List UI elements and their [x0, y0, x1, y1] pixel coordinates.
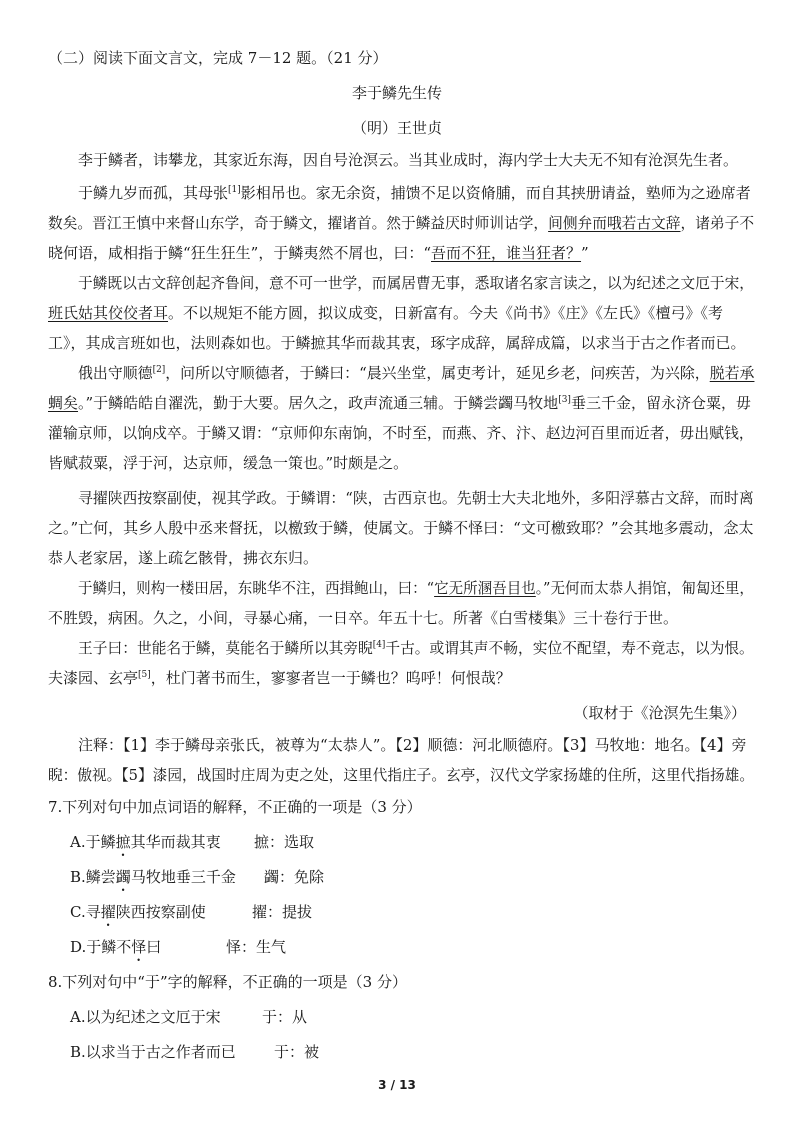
underlined-sentence-1: 间侧弁而哦若古文辞	[548, 214, 681, 232]
q7-option-a-gloss: 摭：选取	[254, 833, 315, 851]
underlined-sentence-3: 班氏姑其佼佼者耳	[48, 304, 169, 322]
paragraph-2-line-2: 数矣。晋江王慎中来督山东学，奇于鳞文，擢诸首。然于鳞益厌时师训诂学，间侧弁而哦若古文辞，诸弟子不	[48, 214, 755, 232]
notes-line-1: 注释：【1】李于鳞母亲张氏，被尊为“太恭人”。【2】顺德：河北顺德府。【3】马牧地：地名。【4】旁	[78, 736, 747, 754]
paragraph-5-line-3: 恭人老家居，遂上疏乞骸骨，拂衣东归。	[48, 549, 319, 567]
source-citation: （取材于《沧溟先生集》）	[573, 704, 746, 722]
paragraph-3-line-3: 工》，其成言班如也，法则森如也。于鳞摭其华而裁其衷，琢字成辞，属辞成篇，以求当于古之作者而已。	[48, 334, 746, 352]
paragraph-7-line-1: 王子曰：世能名于鳞，莫能名于鳞所以其旁睨[4]千古。或谓其声不畅，实位不配望，寿不竟志，以为恨。	[78, 639, 754, 657]
q7-option-c-gloss: 擢：提拔	[252, 903, 313, 921]
q8-option-a: A.以为纪述之文厄于宋	[70, 1008, 221, 1026]
paragraph-6-line-1: 于鳞归，则构一楼田居，东眺华不注，西揖鲍山，曰：“它无所溷吾目也。”无何而太恭人捐馆，匍匐还里，	[78, 579, 754, 597]
q7-option-d-gloss: 怿：生气	[226, 938, 287, 956]
page-number: 3 / 13	[378, 1078, 416, 1092]
footnote-ref-5: [5]	[138, 670, 151, 680]
underlined-sentence-4b: 蜩矣	[48, 394, 79, 412]
q7-option-b-gloss: 蠲：免除	[264, 868, 325, 886]
paragraph-4-line-4: 皆赋菽粟，浮于河，达京师，缓急一策也。”时颇是之。	[48, 454, 409, 472]
paragraph-2-line-1: 于鳞九岁而孤，其母张[1]影相吊也。家无余资，捕馈不足以资脩脯，而自其挟册请益，塾师为之逊席者	[78, 184, 751, 202]
q7-option-d: D.于鳞不怿曰	[70, 938, 162, 956]
question-7-stem: 7.下列对句中加点词语的解释，不正确的一项是（3 分）	[48, 798, 422, 816]
footnote-ref-3: [3]	[558, 395, 571, 405]
underlined-sentence-4a: 脱若承	[709, 364, 755, 382]
paragraph-1-line-1: 李于鳞者，讳攀龙，其家近东海，因自号沧溟云。当其业成时，海内学士大夫无不知有沧溟先生者。	[78, 151, 739, 169]
footnote-ref-1: [1]	[228, 185, 241, 195]
paragraph-5-line-1: 寻擢陕西按察副使，视其学政。于鳞谓：“陕，古西京也。先朝士大夫北地外，多阳浮慕古文辞，而时离	[78, 489, 754, 507]
question-8-stem: 8.下列对句中“于”字的解释，不正确的一项是（3 分）	[48, 973, 407, 991]
q7-option-c: C.寻擢陕西按察副使	[70, 903, 206, 921]
notes-line-2: 睨：傲视。【5】漆园，战国时庄周为吏之处，这里代指庄子。玄亭，汉代文学家扬雄的住所，这里代指扬雄。	[48, 766, 755, 784]
paragraph-6-line-2: 不胜毁，病困。久之，小间，寻暴心痛，一日卒。年五十七。所著《白雪楼集》三十卷行于世。	[48, 609, 679, 627]
q8-option-b-gloss: 于：被	[274, 1043, 320, 1061]
paragraph-3-line-2: 班氏姑其佼佼者耳。不以规矩不能方圆，拟议成变，日新富有。今夫《尚书》《庄》《左氏》《檀弓》《考	[48, 304, 724, 322]
paragraph-4-line-3: 灌输京师，以饷戍卒。于鳞又谓：“京师仰东南饷，不时至，而燕、齐、汴、赵边河百里而近者，毋出赋钱，	[48, 424, 754, 442]
paragraph-4-line-1: 俄出守顺德[2]，问所以守顺德者，于鳞曰：“晨兴坐堂，属吏考计，延见乡老，问疾苦，为兴除，脱若承	[78, 364, 755, 382]
passage-title: 李于鳞先生传	[351, 84, 442, 102]
paragraph-2-line-3: 晓何语，咸相指于鳞“狂生狂生”，于鳞夷然不屑也，曰：“吾而不狂，谁当狂者？”	[48, 244, 589, 262]
q7-option-b: B.鳞尝蠲马牧地垂三千金	[70, 868, 236, 886]
section-header: （二）阅读下面文言文，完成 7－12 题。（21 分）	[48, 49, 388, 67]
footnote-ref-4: [4]	[372, 640, 386, 650]
passage-author: （明）王世贞	[351, 119, 442, 137]
q8-option-a-gloss: 于：从	[262, 1008, 308, 1026]
q8-option-b: B.以求当于古之作者而已	[70, 1043, 236, 1061]
underlined-sentence-2: 吾而不狂，谁当狂者？	[431, 244, 582, 262]
q7-option-a: A.于鳞摭其华而裁其衷	[70, 833, 221, 851]
paragraph-7-line-2: 夫漆园、玄亭[5]，杜门著书而生，寥寥者岂一于鳞也？呜呼！何恨哉？	[48, 669, 511, 687]
paragraph-5-line-2: 之。”亡何，其乡人殷中丞来督抚，以檄致于鳞，使属文。于鳞不怿曰：“文可檄致耶？”会其地多震动，念太	[48, 519, 754, 537]
paragraph-4-line-2: 蜩矣。”于鳞皓皓自濯洗，勤于大要。居久之，政声流通三辅。于鳞尝蠲马牧地[3]垂三千金，留永济仓粟，毋	[48, 394, 751, 412]
paragraph-3-line-1: 于鳞既以古文辞创起齐鲁间，意不可一世学，而属居曹无事，悉取诸名家言读之，以为纪述之文厄于宋，	[78, 274, 755, 292]
footnote-ref-2: [2]	[152, 365, 166, 375]
underlined-sentence-5: 它无所溷吾目也	[434, 579, 536, 597]
